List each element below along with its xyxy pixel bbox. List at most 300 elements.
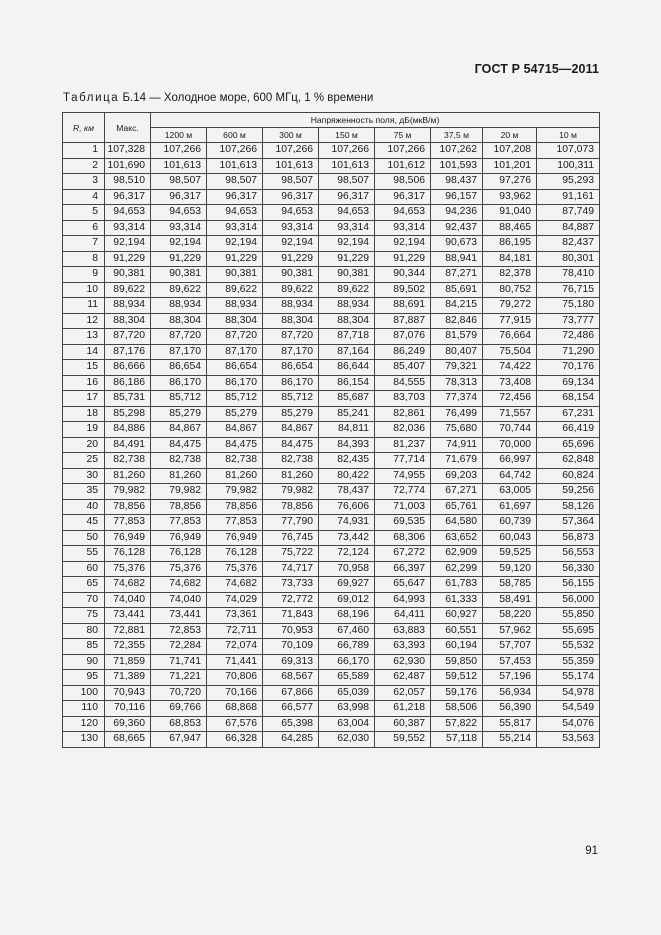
value-cell: 66,997 — [483, 453, 537, 469]
value-cell: 80,422 — [319, 468, 375, 484]
value-cell: 75,376 — [207, 561, 263, 577]
value-cell: 69,134 — [537, 375, 600, 391]
value-cell: 64,411 — [375, 608, 431, 624]
table-row — [63, 685, 600, 701]
value-cell: 65,398 — [263, 716, 319, 732]
value-cell: 98,507 — [151, 174, 207, 190]
value-cell: 75,180 — [537, 298, 600, 314]
value-cell: 81,260 — [151, 468, 207, 484]
distance-cell: 70 — [63, 592, 105, 608]
value-cell: 101,690 — [105, 158, 151, 174]
value-cell: 76,949 — [105, 530, 151, 546]
distance-cell: 45 — [63, 515, 105, 531]
distance-cell: 8 — [63, 251, 105, 267]
table-row — [63, 623, 600, 639]
table-body — [63, 143, 600, 748]
value-cell: 79,982 — [105, 484, 151, 500]
value-cell: 55,174 — [537, 670, 600, 686]
value-cell: 56,000 — [537, 592, 600, 608]
value-cell: 84,811 — [319, 422, 375, 438]
table-row — [63, 670, 600, 686]
distance-cell: 1 — [63, 143, 105, 159]
value-cell: 56,155 — [537, 577, 600, 593]
value-cell: 72,486 — [537, 329, 600, 345]
value-cell: 84,555 — [375, 375, 431, 391]
value-cell: 93,314 — [263, 220, 319, 236]
value-cell: 96,317 — [207, 189, 263, 205]
value-cell: 88,941 — [431, 251, 483, 267]
value-cell: 107,266 — [207, 143, 263, 159]
value-cell: 57,118 — [431, 732, 483, 748]
value-cell: 91,040 — [483, 205, 537, 221]
distance-cell: 7 — [63, 236, 105, 252]
value-cell: 86,654 — [207, 360, 263, 376]
value-cell: 55,817 — [483, 716, 537, 732]
value-cell: 86,654 — [151, 360, 207, 376]
value-cell: 92,194 — [375, 236, 431, 252]
table-row — [63, 391, 600, 407]
value-cell: 81,579 — [431, 329, 483, 345]
value-cell: 59,850 — [431, 654, 483, 670]
table-row — [63, 639, 600, 655]
value-cell: 101,593 — [431, 158, 483, 174]
value-cell: 86,170 — [207, 375, 263, 391]
value-cell: 70,958 — [319, 561, 375, 577]
value-cell: 63,998 — [319, 701, 375, 717]
col-header-height: 10 м — [537, 128, 600, 143]
value-cell: 85,279 — [151, 406, 207, 422]
value-cell: 82,435 — [319, 453, 375, 469]
value-cell: 73,442 — [319, 530, 375, 546]
field-strength-table — [62, 112, 600, 748]
distance-cell: 14 — [63, 344, 105, 360]
value-cell: 74,682 — [207, 577, 263, 593]
value-cell: 67,460 — [319, 623, 375, 639]
caption-text: Б.14 — Холодное море, 600 МГц, 1 % времени — [122, 92, 374, 104]
value-cell: 84,181 — [483, 251, 537, 267]
value-cell: 58,220 — [483, 608, 537, 624]
value-cell: 87,720 — [207, 329, 263, 345]
value-cell: 84,867 — [207, 422, 263, 438]
value-cell: 73,777 — [537, 313, 600, 329]
table-row — [63, 344, 600, 360]
distance-cell: 110 — [63, 701, 105, 717]
value-cell: 101,613 — [263, 158, 319, 174]
value-cell: 74,029 — [207, 592, 263, 608]
value-cell: 70,166 — [207, 685, 263, 701]
value-cell: 89,622 — [105, 282, 151, 298]
value-cell: 85,691 — [431, 282, 483, 298]
distance-cell: 2 — [63, 158, 105, 174]
value-cell: 88,934 — [207, 298, 263, 314]
table-row — [63, 282, 600, 298]
value-cell: 76,715 — [537, 282, 600, 298]
value-cell: 57,962 — [483, 623, 537, 639]
distance-cell: 100 — [63, 685, 105, 701]
distance-cell: 5 — [63, 205, 105, 221]
value-cell: 57,196 — [483, 670, 537, 686]
value-cell: 77,915 — [483, 313, 537, 329]
value-cell: 89,622 — [207, 282, 263, 298]
distance-cell: 60 — [63, 561, 105, 577]
table-row — [63, 654, 600, 670]
value-cell: 62,487 — [375, 670, 431, 686]
value-cell: 87,170 — [207, 344, 263, 360]
value-cell: 98,506 — [375, 174, 431, 190]
value-cell: 92,194 — [263, 236, 319, 252]
value-cell: 77,853 — [207, 515, 263, 531]
value-cell: 74,422 — [483, 360, 537, 376]
value-cell: 81,260 — [263, 468, 319, 484]
table-row — [63, 437, 600, 453]
value-cell: 86,644 — [319, 360, 375, 376]
value-cell: 85,279 — [207, 406, 263, 422]
distance-cell: 4 — [63, 189, 105, 205]
caption-prefix: Таблица — [63, 92, 120, 104]
value-cell: 87,749 — [537, 205, 600, 221]
value-cell: 88,304 — [263, 313, 319, 329]
value-cell: 84,867 — [263, 422, 319, 438]
value-cell: 68,665 — [105, 732, 151, 748]
value-cell: 101,613 — [151, 158, 207, 174]
value-cell: 67,272 — [375, 546, 431, 562]
table-row — [63, 608, 600, 624]
value-cell: 61,333 — [431, 592, 483, 608]
value-cell: 87,718 — [319, 329, 375, 345]
distance-cell: 20 — [63, 437, 105, 453]
table-row — [63, 453, 600, 469]
value-cell: 76,745 — [263, 530, 319, 546]
value-cell: 79,982 — [151, 484, 207, 500]
value-cell: 76,664 — [483, 329, 537, 345]
table-caption — [63, 92, 373, 104]
table-row — [63, 484, 600, 500]
value-cell: 90,381 — [207, 267, 263, 283]
value-cell: 59,525 — [483, 546, 537, 562]
table-row — [63, 716, 600, 732]
value-cell: 79,272 — [483, 298, 537, 314]
table-row — [63, 701, 600, 717]
col-header-height: 75 м — [375, 128, 431, 143]
value-cell: 58,126 — [537, 499, 600, 515]
distance-cell: 120 — [63, 716, 105, 732]
value-cell: 88,934 — [151, 298, 207, 314]
table-row — [63, 375, 600, 391]
table-row — [63, 174, 600, 190]
value-cell: 67,866 — [263, 685, 319, 701]
value-cell: 65,647 — [375, 577, 431, 593]
value-cell: 64,285 — [263, 732, 319, 748]
value-cell: 94,653 — [207, 205, 263, 221]
value-cell: 78,856 — [151, 499, 207, 515]
value-cell: 69,203 — [431, 468, 483, 484]
col-header-height: 150 м — [319, 128, 375, 143]
value-cell: 69,535 — [375, 515, 431, 531]
table-row — [63, 732, 600, 748]
value-cell: 85,731 — [105, 391, 151, 407]
value-cell: 98,437 — [431, 174, 483, 190]
value-cell: 55,359 — [537, 654, 600, 670]
value-cell: 83,703 — [375, 391, 431, 407]
value-cell: 91,229 — [105, 251, 151, 267]
value-cell: 59,512 — [431, 670, 483, 686]
value-cell: 86,666 — [105, 360, 151, 376]
value-cell: 90,344 — [375, 267, 431, 283]
value-cell: 86,170 — [263, 375, 319, 391]
col-header-height: 37,5 м — [431, 128, 483, 143]
table-row — [63, 298, 600, 314]
distance-cell: 30 — [63, 468, 105, 484]
value-cell: 87,076 — [375, 329, 431, 345]
value-cell: 57,707 — [483, 639, 537, 655]
value-cell: 88,934 — [263, 298, 319, 314]
table-row — [63, 205, 600, 221]
value-cell: 70,953 — [263, 623, 319, 639]
table-row — [63, 267, 600, 283]
value-cell: 96,317 — [319, 189, 375, 205]
table-row — [63, 189, 600, 205]
value-cell: 73,441 — [151, 608, 207, 624]
value-cell: 82,036 — [375, 422, 431, 438]
value-cell: 66,577 — [263, 701, 319, 717]
value-cell: 58,506 — [431, 701, 483, 717]
value-cell: 61,783 — [431, 577, 483, 593]
value-cell: 82,738 — [151, 453, 207, 469]
value-cell: 84,886 — [105, 422, 151, 438]
value-cell: 84,887 — [537, 220, 600, 236]
value-cell: 65,761 — [431, 499, 483, 515]
value-cell: 93,314 — [375, 220, 431, 236]
value-cell: 107,328 — [105, 143, 151, 159]
value-cell: 89,622 — [263, 282, 319, 298]
value-cell: 94,236 — [431, 205, 483, 221]
distance-cell: 15 — [63, 360, 105, 376]
value-cell: 55,214 — [483, 732, 537, 748]
distance-cell: 80 — [63, 623, 105, 639]
value-cell: 68,567 — [263, 670, 319, 686]
value-cell: 82,861 — [375, 406, 431, 422]
value-cell: 72,284 — [151, 639, 207, 655]
value-cell: 56,873 — [537, 530, 600, 546]
value-cell: 62,299 — [431, 561, 483, 577]
value-cell: 69,012 — [319, 592, 375, 608]
table-row — [63, 158, 600, 174]
value-cell: 87,176 — [105, 344, 151, 360]
value-cell: 54,549 — [537, 701, 600, 717]
value-cell: 74,717 — [263, 561, 319, 577]
value-cell: 75,376 — [151, 561, 207, 577]
distance-cell: 12 — [63, 313, 105, 329]
value-cell: 59,120 — [483, 561, 537, 577]
value-cell: 62,057 — [375, 685, 431, 701]
value-cell: 101,613 — [319, 158, 375, 174]
value-cell: 72,355 — [105, 639, 151, 655]
value-cell: 75,504 — [483, 344, 537, 360]
value-cell: 64,580 — [431, 515, 483, 531]
value-cell: 91,229 — [319, 251, 375, 267]
value-cell: 84,215 — [431, 298, 483, 314]
value-cell: 76,128 — [207, 546, 263, 562]
value-cell: 59,552 — [375, 732, 431, 748]
value-cell: 96,317 — [105, 189, 151, 205]
value-cell: 77,853 — [151, 515, 207, 531]
value-cell: 84,475 — [207, 437, 263, 453]
value-cell: 97,276 — [483, 174, 537, 190]
value-cell: 78,856 — [207, 499, 263, 515]
value-cell: 87,164 — [319, 344, 375, 360]
value-cell: 71,557 — [483, 406, 537, 422]
value-cell: 78,856 — [263, 499, 319, 515]
distance-cell: 19 — [63, 422, 105, 438]
value-cell: 81,237 — [375, 437, 431, 453]
value-cell: 54,978 — [537, 685, 600, 701]
value-cell: 77,714 — [375, 453, 431, 469]
value-cell: 76,128 — [105, 546, 151, 562]
value-cell: 92,437 — [431, 220, 483, 236]
value-cell: 87,720 — [151, 329, 207, 345]
value-cell: 62,909 — [431, 546, 483, 562]
value-cell: 76,949 — [207, 530, 263, 546]
value-cell: 77,853 — [105, 515, 151, 531]
value-cell: 69,313 — [263, 654, 319, 670]
value-cell: 82,378 — [483, 267, 537, 283]
value-cell: 92,194 — [105, 236, 151, 252]
value-cell: 71,389 — [105, 670, 151, 686]
value-cell: 88,304 — [105, 313, 151, 329]
value-cell: 64,742 — [483, 468, 537, 484]
col-header-height: 1200 м — [151, 128, 207, 143]
col-header-height: 20 м — [483, 128, 537, 143]
value-cell: 71,859 — [105, 654, 151, 670]
value-cell: 89,622 — [151, 282, 207, 298]
value-cell: 75,376 — [105, 561, 151, 577]
value-cell: 93,314 — [151, 220, 207, 236]
distance-cell: 40 — [63, 499, 105, 515]
value-cell: 76,128 — [151, 546, 207, 562]
table-row — [63, 143, 600, 159]
distance-cell: 3 — [63, 174, 105, 190]
value-cell: 62,848 — [537, 453, 600, 469]
value-cell: 107,266 — [263, 143, 319, 159]
value-cell: 85,298 — [105, 406, 151, 422]
value-cell: 85,712 — [263, 391, 319, 407]
table-row — [63, 236, 600, 252]
value-cell: 94,653 — [151, 205, 207, 221]
value-cell: 65,696 — [537, 437, 600, 453]
distance-cell: 6 — [63, 220, 105, 236]
value-cell: 67,271 — [431, 484, 483, 500]
distance-cell: 90 — [63, 654, 105, 670]
group-header-field-strength: Напряженность поля, дБ(мкВ/м) — [151, 113, 600, 128]
value-cell: 68,868 — [207, 701, 263, 717]
value-cell: 89,502 — [375, 282, 431, 298]
value-cell: 63,004 — [319, 716, 375, 732]
value-cell: 90,381 — [263, 267, 319, 283]
distance-cell: 25 — [63, 453, 105, 469]
table-row — [63, 313, 600, 329]
value-cell: 60,043 — [483, 530, 537, 546]
value-cell: 70,806 — [207, 670, 263, 686]
value-cell: 60,824 — [537, 468, 600, 484]
value-cell: 56,390 — [483, 701, 537, 717]
value-cell: 94,653 — [263, 205, 319, 221]
value-cell: 80,407 — [431, 344, 483, 360]
value-cell: 87,720 — [263, 329, 319, 345]
value-cell: 82,738 — [105, 453, 151, 469]
value-cell: 107,266 — [319, 143, 375, 159]
value-cell: 78,410 — [537, 267, 600, 283]
value-cell: 74,040 — [151, 592, 207, 608]
value-cell: 67,947 — [151, 732, 207, 748]
value-cell: 71,221 — [151, 670, 207, 686]
value-cell: 93,314 — [319, 220, 375, 236]
value-cell: 70,109 — [263, 639, 319, 655]
value-cell: 70,000 — [483, 437, 537, 453]
value-cell: 84,475 — [263, 437, 319, 453]
value-cell: 66,419 — [537, 422, 600, 438]
value-cell: 53,563 — [537, 732, 600, 748]
value-cell: 96,317 — [151, 189, 207, 205]
value-cell: 94,653 — [375, 205, 431, 221]
value-cell: 87,887 — [375, 313, 431, 329]
value-cell: 68,306 — [375, 530, 431, 546]
value-cell: 71,843 — [263, 608, 319, 624]
value-cell: 72,774 — [375, 484, 431, 500]
value-cell: 73,441 — [105, 608, 151, 624]
value-cell: 96,157 — [431, 189, 483, 205]
value-cell: 86,154 — [319, 375, 375, 391]
value-cell: 82,738 — [263, 453, 319, 469]
value-cell: 69,360 — [105, 716, 151, 732]
value-cell: 93,314 — [105, 220, 151, 236]
distance-cell: 55 — [63, 546, 105, 562]
page-number: 91 — [585, 845, 598, 857]
distance-cell: 130 — [63, 732, 105, 748]
value-cell: 91,229 — [263, 251, 319, 267]
value-cell: 85,279 — [263, 406, 319, 422]
value-cell: 107,266 — [151, 143, 207, 159]
distance-cell: 16 — [63, 375, 105, 391]
value-cell: 71,441 — [207, 654, 263, 670]
value-cell: 61,697 — [483, 499, 537, 515]
value-cell: 92,194 — [319, 236, 375, 252]
value-cell: 68,154 — [537, 391, 600, 407]
value-cell: 70,116 — [105, 701, 151, 717]
value-cell: 87,170 — [263, 344, 319, 360]
table-row — [63, 251, 600, 267]
value-cell: 77,374 — [431, 391, 483, 407]
value-cell: 88,691 — [375, 298, 431, 314]
value-cell: 84,491 — [105, 437, 151, 453]
value-cell: 72,124 — [319, 546, 375, 562]
value-cell: 68,853 — [151, 716, 207, 732]
value-cell: 82,738 — [207, 453, 263, 469]
value-cell: 86,654 — [263, 360, 319, 376]
value-cell: 66,328 — [207, 732, 263, 748]
value-cell: 94,653 — [105, 205, 151, 221]
value-cell: 71,679 — [431, 453, 483, 469]
value-cell: 78,856 — [105, 499, 151, 515]
value-cell: 70,176 — [537, 360, 600, 376]
value-cell: 79,982 — [207, 484, 263, 500]
value-cell: 91,161 — [537, 189, 600, 205]
value-cell: 74,040 — [105, 592, 151, 608]
value-cell: 58,785 — [483, 577, 537, 593]
table-row — [63, 515, 600, 531]
col-header-height: 300 м — [263, 128, 319, 143]
value-cell: 72,772 — [263, 592, 319, 608]
value-cell: 70,720 — [151, 685, 207, 701]
